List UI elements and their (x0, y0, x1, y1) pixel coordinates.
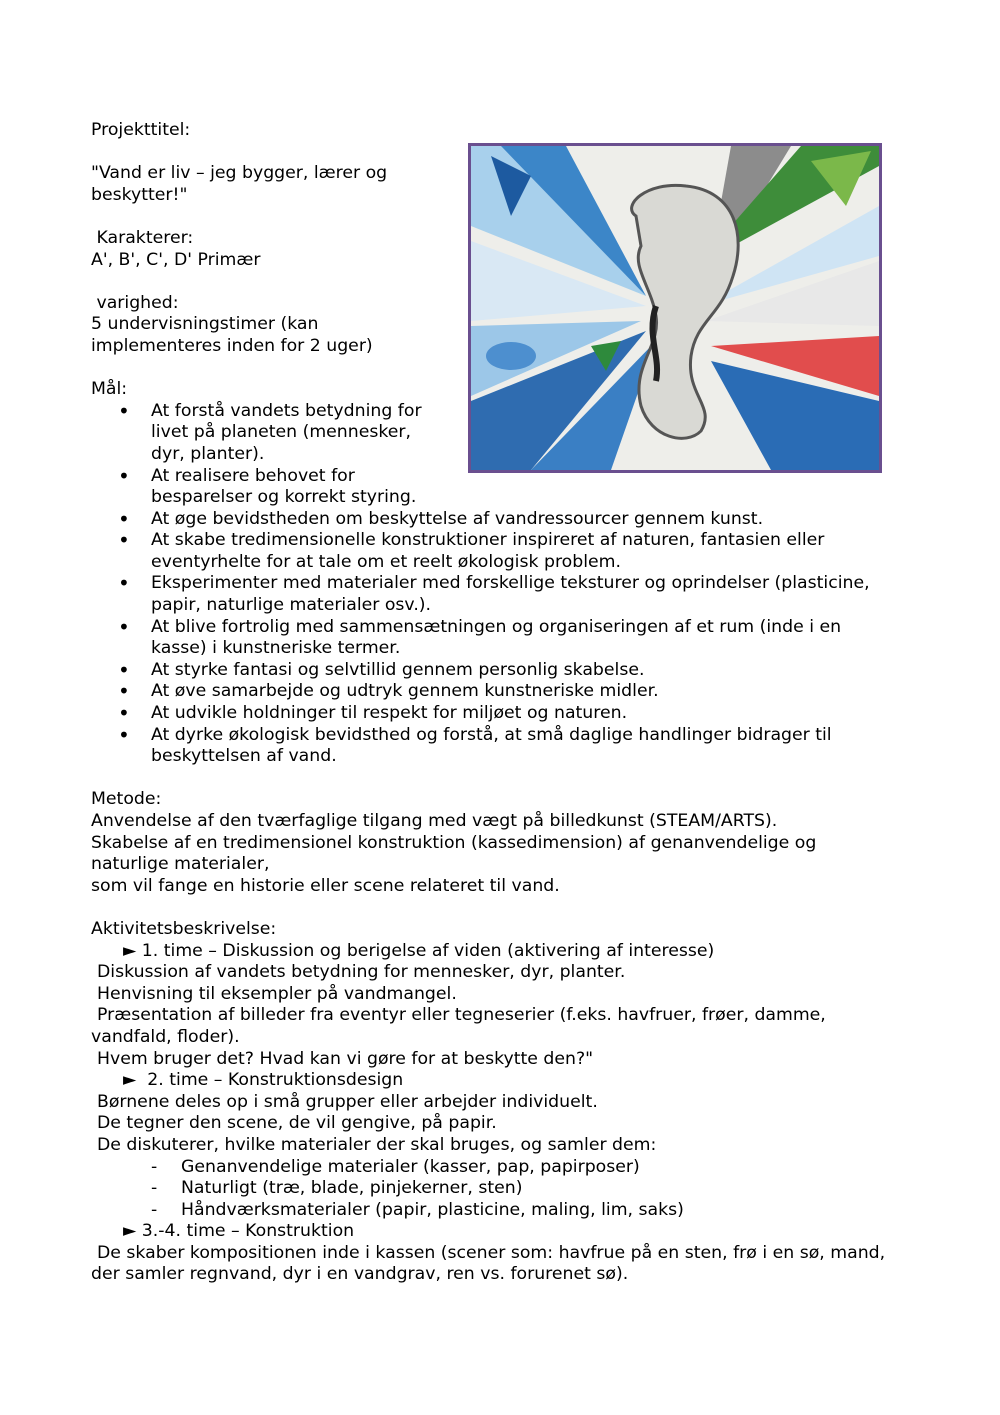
materials-list (91, 1157, 891, 1222)
session3-text: De skaber kompositionen inde i kassen (scener som: havfrue på en sten, frø i en sø, mand, der samler regnvand, dyr i en vandgrav, ren vs. forurenet sø). (91, 1242, 886, 1285)
goal-item: • At dyrke økologisk bevidsthed og forstå, at små daglige handlinger bidrager til beskyttelsen af vand. (91, 725, 891, 768)
goal-item: • At blive fortrolig med sammensætningen og organiseringen af et rum (inde i en kasse) i kunstneriske termer. (91, 617, 891, 660)
session1-line: Henvisning til eksempler på vandmangel. (97, 983, 457, 1004)
session2-heading: ► 2. time – Konstruktionsdesign (123, 1070, 404, 1091)
session2-line: De diskuterer, hvilke materialer der skal bruges, og samler dem: (97, 1134, 657, 1155)
session1-line: Diskussion af vandets betydning for mennesker, dyr, planter. (97, 962, 626, 983)
project-label: Projekttitel: (91, 120, 191, 140)
goal-item: • At styrke fantasi og selvtillid gennem personlig skabelse. (91, 660, 891, 682)
session2-line: De tegner den scene, de vil gengive, på papir. (97, 1113, 497, 1134)
method-line: Skabelse af en tredimensionel konstruktion (kassedimension) af genanvendelige og naturlige materialer, (91, 832, 817, 875)
method-line: som vil fange en historie eller scene relateret til vand. (91, 875, 560, 896)
method-line: Anvendelse af den tværfaglige tilgang med vægt på billedkunst (STEAM/ARTS). (91, 811, 778, 831)
method-label: Metode: (91, 789, 162, 810)
material-item: - Håndværksmaterialer (papir, plasticine, maling, lim, saks) (91, 1200, 891, 1222)
session2-line: Børnene deles op i små grupper eller arbejder individuelt. (97, 1091, 598, 1112)
goal-item: • At udvikle holdninger til respekt for miljøet og naturen. (91, 703, 891, 725)
material-item: - Naturligt (træ, blade, pinjekerner, sten) (91, 1178, 891, 1200)
material-item: - Genanvendelige materialer (kasser, pap, papirposer) (91, 1157, 891, 1179)
goal-item: • At skabe tredimensionelle konstruktioner inspireret af naturen, fantasien eller eventyrhelte for at tale om et reelt økologisk problem. (91, 530, 891, 573)
goal-item: • At øge bevidstheden om beskyttelse af vandressourcer gennem kunst. (91, 509, 891, 531)
goal-item: • At realisere behovet for besparelser og korrekt styring. (91, 466, 441, 509)
goals-label: Mål: (91, 379, 128, 400)
document-body (91, 120, 891, 1286)
characters-label: Karakterer: (91, 227, 194, 248)
session3-heading: ► 3.-4. time – Konstruktion (123, 1221, 355, 1242)
session1-heading: ► 1. time – Diskussion og berigelse af viden (aktivering af interesse) (123, 940, 715, 961)
goal-item: • At øve samarbejde og udtryk gennem kunstneriske midler. (91, 681, 891, 703)
goal-item: • At forstå vandets betydning for livet på planeten (mennesker, dyr, planter). (91, 401, 441, 466)
characters-value: A', B', C', D' Primær (91, 249, 261, 270)
session1-line: Hvem bruger det? Hvad kan vi gøre for at beskytte den?" (97, 1048, 594, 1069)
session1-line: Præsentation af billeder fra eventyr eller tegneserier (f.eks. havfruer, frøer, damme, vandfald, floder). (91, 1005, 826, 1047)
duration-label: varighed: (91, 292, 179, 313)
goal-item: • Eksperimenter med materialer med forskellige teksturer og oprindelser (plasticine, papir, naturlige materialer osv.). (91, 573, 891, 616)
activity-label: Aktivitetsbeskrivelse: (91, 918, 277, 939)
project-title: "Vand er liv – jeg bygger, lærer og beskytter!" (91, 163, 388, 205)
duration-value: 5 undervisningstimer (kan implementeres inden for 2 uger) (91, 314, 373, 356)
goals-list (91, 401, 891, 768)
